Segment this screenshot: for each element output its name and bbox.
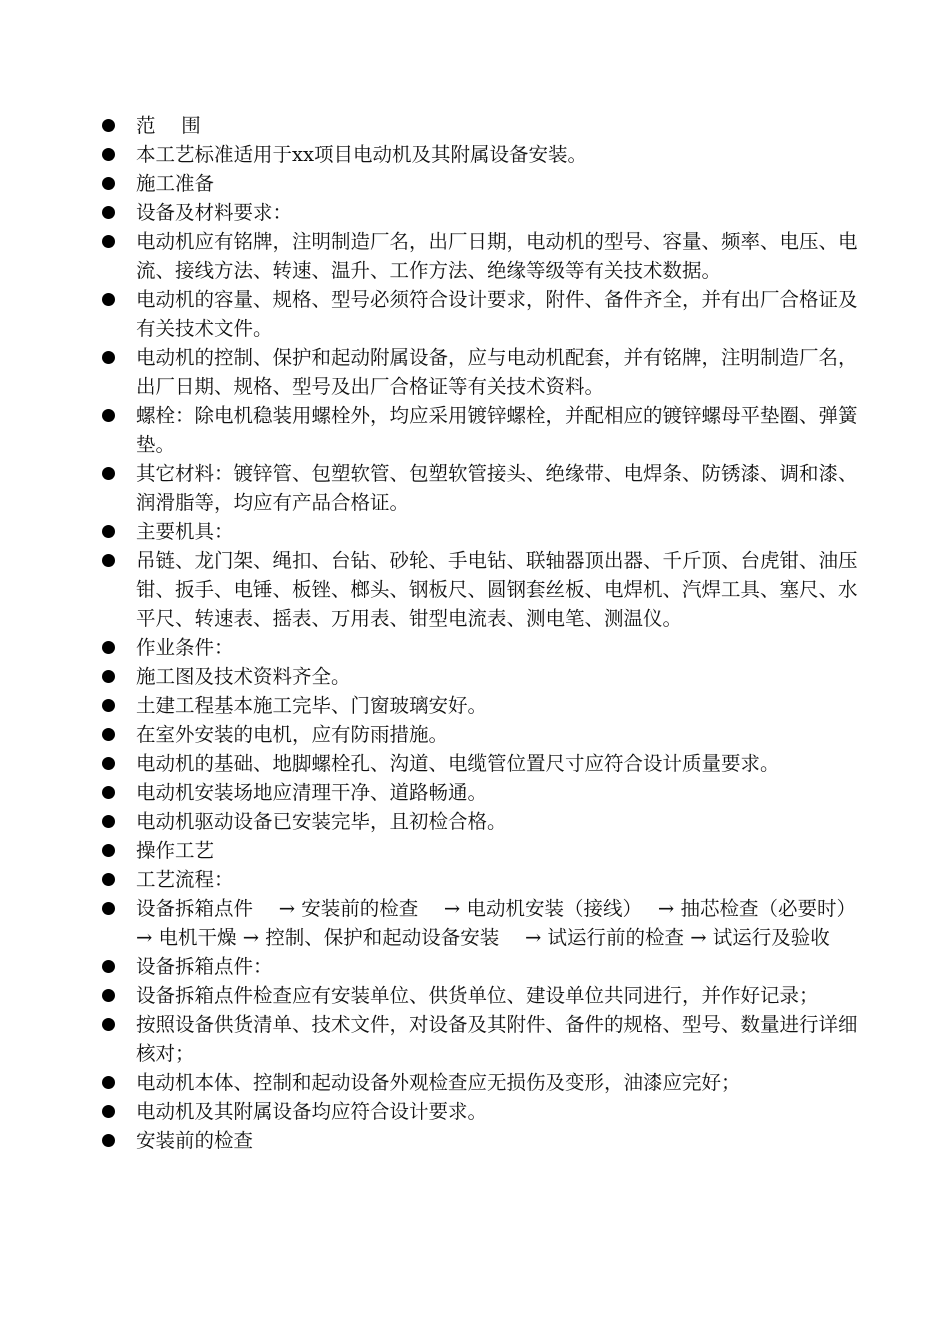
list-item-text: 操作工艺 xyxy=(136,839,215,862)
bullet-icon xyxy=(102,119,115,132)
list-item xyxy=(98,517,868,546)
bullet-icon xyxy=(102,1018,115,1031)
list-item xyxy=(98,749,868,778)
bullet-icon xyxy=(102,641,115,654)
list-item xyxy=(98,662,868,691)
list-item xyxy=(98,894,868,952)
list-item-text: 电动机及其附属设备均应符合设计要求。 xyxy=(136,1100,488,1123)
list-item-text: 土建工程基本施工完毕、门窗玻璃安好。 xyxy=(136,694,488,717)
bullet-list xyxy=(98,111,868,1155)
list-item xyxy=(98,198,868,227)
list-item xyxy=(98,140,868,169)
list-item-text: 设备拆箱点件检查应有安装单位、供货单位、建设单位共同进行，并作好记录； xyxy=(136,984,819,1007)
list-item xyxy=(98,1126,868,1155)
list-item-text: 工艺流程： xyxy=(136,868,234,891)
bullet-icon xyxy=(102,960,115,973)
bullet-icon xyxy=(102,670,115,683)
bullet-icon xyxy=(102,728,115,741)
bullet-icon xyxy=(102,177,115,190)
bullet-icon xyxy=(102,844,115,857)
bullet-icon xyxy=(102,989,115,1002)
bullet-icon xyxy=(102,902,115,915)
bullet-icon xyxy=(102,1076,115,1089)
list-item xyxy=(98,807,868,836)
bullet-icon xyxy=(102,467,115,480)
list-item-text: 本工艺标准适用于xx项目电动机及其附属设备安装。 xyxy=(136,143,587,166)
list-item-text: 安装前的检查 xyxy=(136,1129,254,1152)
list-item xyxy=(98,691,868,720)
list-item xyxy=(98,111,868,140)
list-item-text: 设备及材料要求： xyxy=(136,201,293,224)
bullet-icon xyxy=(102,757,115,770)
list-item xyxy=(98,546,868,633)
list-item xyxy=(98,401,868,459)
list-item xyxy=(98,865,868,894)
list-item xyxy=(98,1010,868,1068)
bullet-icon xyxy=(102,815,115,828)
list-item xyxy=(98,343,868,401)
list-item-text: 电动机的基础、地脚螺栓孔、沟道、电缆管位置尺寸应符合设计质量要求。 xyxy=(136,752,780,775)
bullet-icon xyxy=(102,1105,115,1118)
list-item xyxy=(98,227,868,285)
list-item xyxy=(98,952,868,981)
list-item xyxy=(98,981,868,1010)
list-item-text: 设备拆箱点件： xyxy=(136,955,273,978)
list-item-text: 螺栓：除电机稳装用螺栓外，均应采用镀锌螺栓，并配相应的镀锌螺母平垫圈、弹簧垫。 xyxy=(136,404,858,456)
list-item-text: 电动机本体、控制和起动设备外观检查应无损伤及变形，油漆应完好； xyxy=(136,1071,741,1094)
bullet-icon xyxy=(102,409,115,422)
bullet-icon xyxy=(102,206,115,219)
list-item-text: 电动机安装场地应清理干净、道路畅通。 xyxy=(136,781,488,804)
list-item-text: 施工图及技术资料齐全。 xyxy=(136,665,351,688)
bullet-icon xyxy=(102,554,115,567)
list-item-text: 设备拆箱点件 → 安装前的检查 → 电动机安装（接线） → 抽芯检查（必要时） → 电机干燥 → 控制、保护和起动设备安装 → 试运行前的检查 → 试运行及验收 xyxy=(136,897,863,949)
bullet-icon xyxy=(102,148,115,161)
bullet-icon xyxy=(102,235,115,248)
list-item-text: 其它材料：镀锌管、包塑软管、包塑软管接头、绝缘带、电焊条、防锈漆、调和漆、润滑脂等，均应有产品合格证。 xyxy=(136,462,858,514)
bullet-icon xyxy=(102,525,115,538)
list-item xyxy=(98,836,868,865)
list-item-text: 施工准备 xyxy=(136,172,215,195)
list-item-text: 按照设备供货清单、技术文件，对设备及其附件、备件的规格、型号、数量进行详细核对； xyxy=(136,1013,858,1065)
list-item xyxy=(98,1097,868,1126)
list-item-text: 作业条件： xyxy=(136,636,234,659)
list-item xyxy=(98,459,868,517)
bullet-icon xyxy=(102,699,115,712)
bullet-icon xyxy=(102,786,115,799)
list-item-text: 吊链、龙门架、绳扣、台钻、砂轮、手电钻、联轴器顶出器、千斤顶、台虎钳、油压钳、扳手、电锤、板锉、榔头、钢板尺、圆钢套丝板、电焊机、汽焊工具、塞尺、水平尺、转速表、摇表、万用表、钳型电流表、测电笔、测温仪。 xyxy=(136,549,858,630)
bullet-icon xyxy=(102,873,115,886)
list-item-text: 电动机应有铭牌，注明制造厂名，出厂日期，电动机的型号、容量、频率、电压、电流、接线方法、转速、温升、工作方法、绝缘等级等有关技术数据。 xyxy=(136,230,858,282)
list-item xyxy=(98,285,868,343)
list-item-text: 电动机的控制、保护和起动附属设备，应与电动机配套，并有铭牌，注明制造厂名，出厂日期、规格、型号及出厂合格证等有关技术资料。 xyxy=(136,346,858,398)
bullet-icon xyxy=(102,1134,115,1147)
list-item-text: 范 围 xyxy=(136,114,201,137)
list-item xyxy=(98,778,868,807)
list-item xyxy=(98,720,868,749)
bullet-icon xyxy=(102,351,115,364)
list-item-text: 在室外安装的电机，应有防雨措施。 xyxy=(136,723,449,746)
list-item-text: 电动机驱动设备已安装完毕，且初检合格。 xyxy=(136,810,507,833)
list-item xyxy=(98,1068,868,1097)
list-item-text: 电动机的容量、规格、型号必须符合设计要求，附件、备件齐全，并有出厂合格证及有关技术文件。 xyxy=(136,288,858,340)
list-item xyxy=(98,633,868,662)
list-item-text: 主要机具： xyxy=(136,520,234,543)
bullet-icon xyxy=(102,293,115,306)
list-item xyxy=(98,169,868,198)
